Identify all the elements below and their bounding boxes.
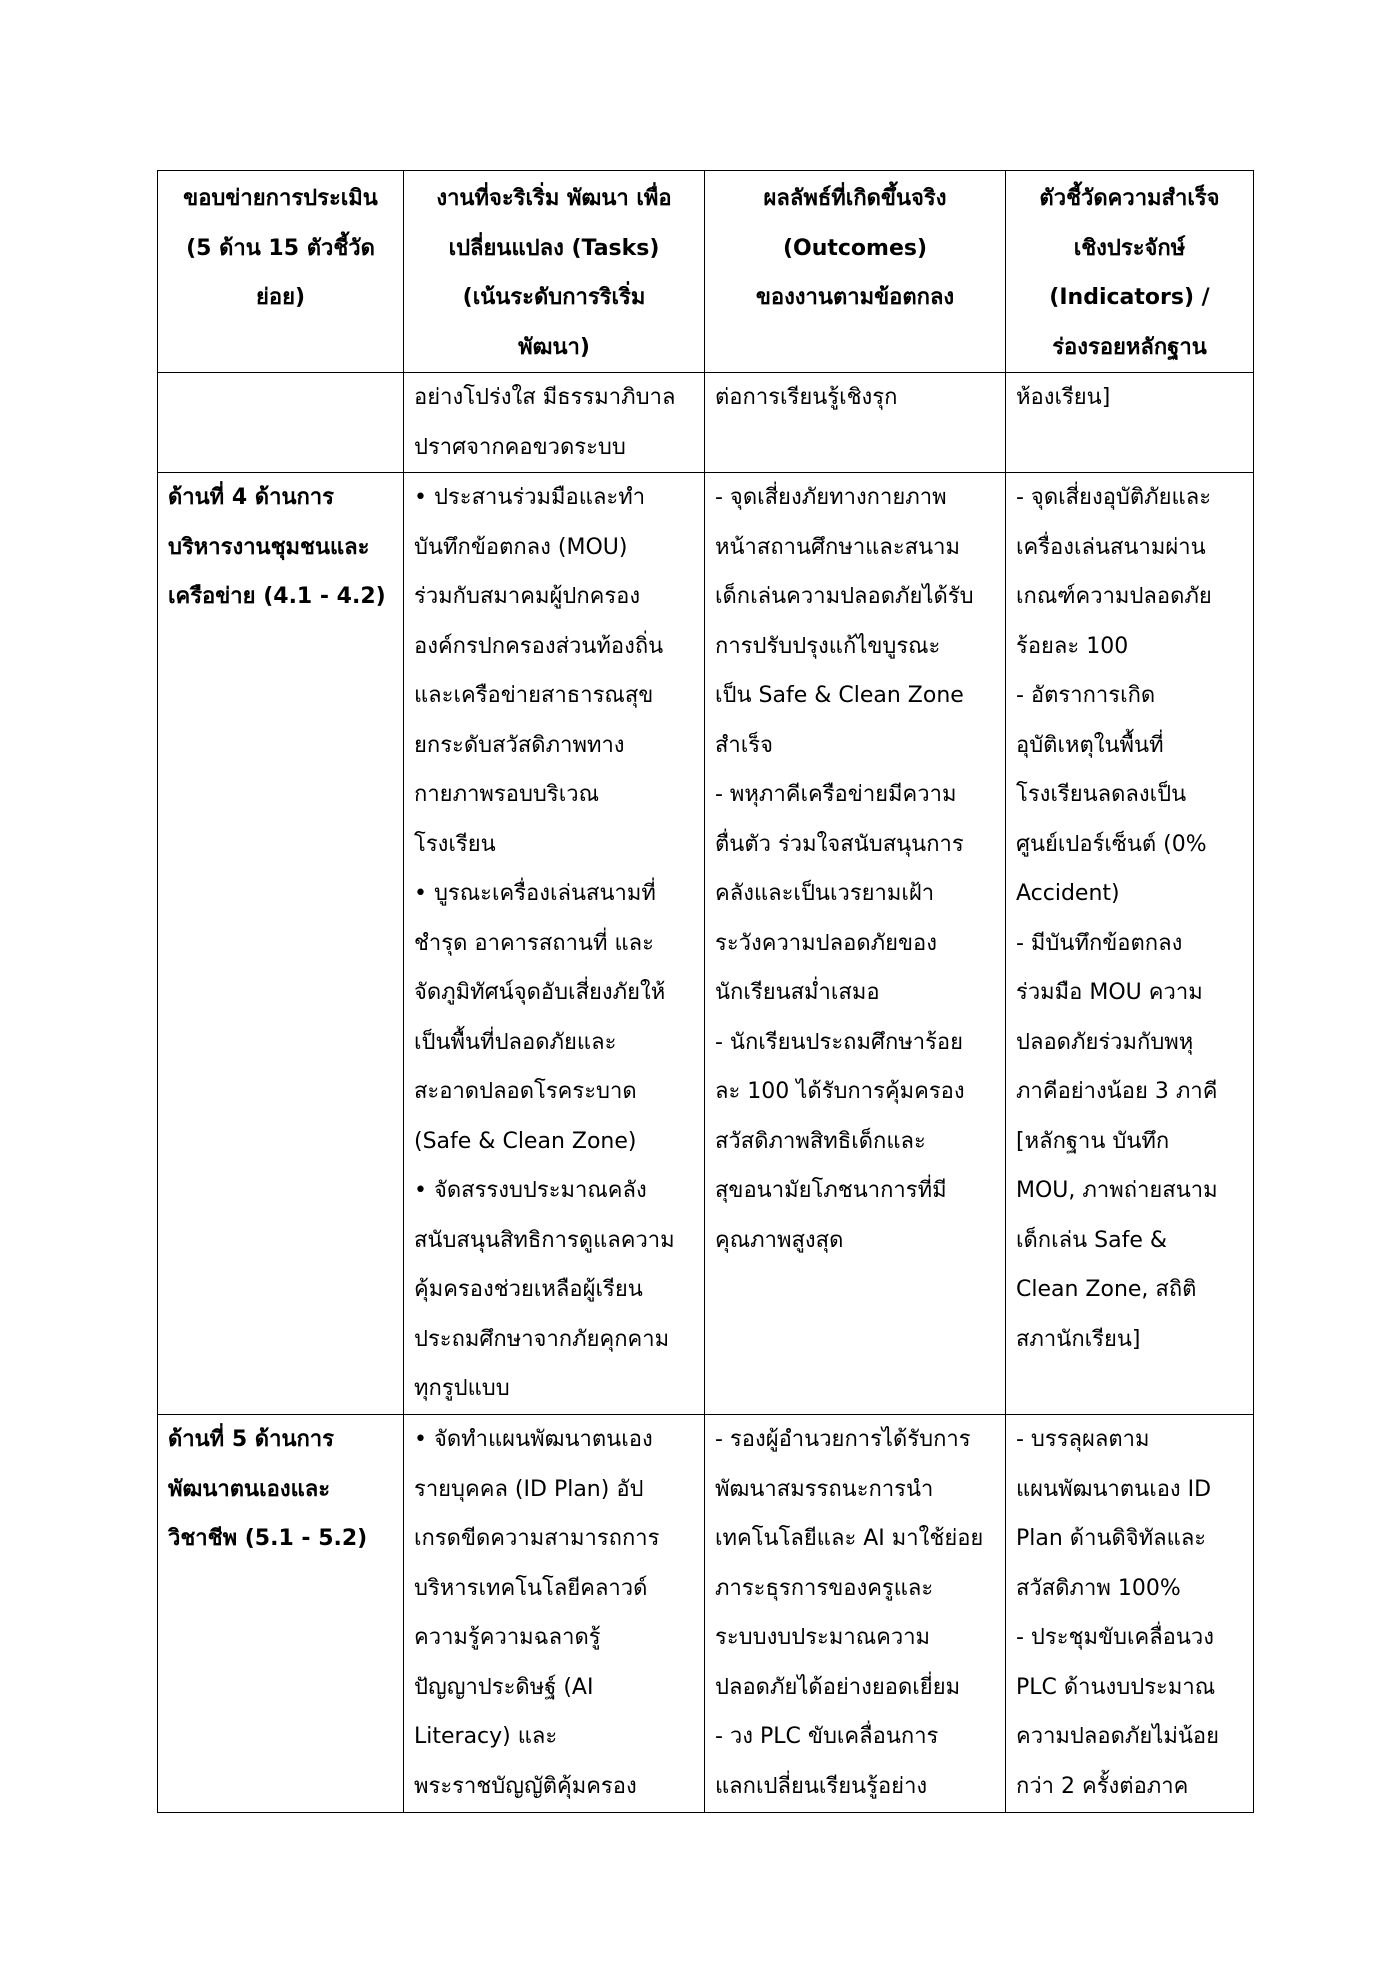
table-row [158,473,1254,1415]
indicators-cell: ห้องเรียน] [1006,373,1254,473]
header-tasks: งานที่จะริเริ่ม พัฒนา เพื่อ เปลี่ยนแปลง (Tasks) (เน้นระดับการริเริ่ม พัฒนา) [404,171,705,373]
evaluation-table [157,170,1254,1813]
area-cell: ด้านที่ 4 ด้านการ บริหารงานชุมชนและ เครือข่าย (4.1 - 4.2) [158,473,404,1415]
tasks-cell: • จัดทำแผนพัฒนาตนเอง รายบุคคล (ID Plan) อัป เกรดขีดความสามารถการ บริหารเทคโนโลยีคลาวด์ ความรู้ความฉลาดรู้ ปัญญาประดิษฐ์ (AI Literacy) และ พระราชบัญญัติคุ้มครอง [404,1415,705,1813]
tasks-cell: อย่างโปร่งใส มีธรรมาภิบาล ปราศจากคอขวดระบบ [404,373,705,473]
outcomes-cell: ต่อการเรียนรู้เชิงรุก [705,373,1006,473]
table-row [158,1415,1254,1813]
header-outcomes: ผลลัพธ์ที่เกิดขึ้นจริง (Outcomes) ของงานตามข้อตกลง [705,171,1006,373]
indicators-cell: - จุดเสี่ยงอุบัติภัยและ เครื่องเล่นสนามผ่าน เกณฑ์ความปลอดภัย ร้อยละ 100 - อัตราการเกิด อุบัติเหตุในพื้นที่ โรงเรียนลดลงเป็น ศูนย์เปอร์เซ็นต์ (0% Accident) - มีบันทึกข้อตกลง ร่วมมือ MOU ความ ปลอดภัยร่วมกับพหุ ภาคีอย่างน้อย 3 ภาคี [หลักฐาน บันทึก MOU, ภาพถ่ายสนาม เด็กเล่น Safe & Clean Zone, สถิติ สภานักเรียน] [1006,473,1254,1415]
tasks-cell: • ประสานร่วมมือและทำ บันทึกข้อตกลง (MOU) ร่วมกับสมาคมผู้ปกครอง องค์กรปกครองส่วนท้องถิ่น และเครือข่ายสาธารณสุข ยกระดับสวัสดิภาพทาง กายภาพรอบบริเวณ โรงเรียน • บูรณะเครื่องเล่นสนามที่ ชำรุด อาคารสถานที่ และ จัดภูมิทัศน์จุดอับเสี่ยงภัยให้ เป็นพื้นที่ปลอดภัยและ สะอาดปลอดโรคระบาด (Safe & Clean Zone) • จัดสรรงบประมาณคลัง สนับสนุนสิทธิการดูแลความ คุ้มครองช่วยเหลือผู้เรียน ประถมศึกษาจากภัยคุกคาม ทุกรูปแบบ [404,473,705,1415]
outcomes-cell: - จุดเสี่ยงภัยทางกายภาพ หน้าสถานศึกษาและสนาม เด็กเล่นความปลอดภัยได้รับ การปรับปรุงแก้ไขบูรณะ เป็น Safe & Clean Zone สำเร็จ - พหุภาคีเครือข่ายมีความ ตื่นตัว ร่วมใจสนับสนุนการ คลังและเป็นเวรยามเฝ้า ระวังความปลอดภัยของ นักเรียนสม่ำเสมอ - นักเรียนประถมศึกษาร้อย ละ 100 ได้รับการคุ้มครอง สวัสดิภาพสิทธิเด็กและ สุขอนามัยโภชนาการที่มี คุณภาพสูงสุด [705,473,1006,1415]
outcomes-cell: - รองผู้อำนวยการได้รับการ พัฒนาสมรรถนะการนำ เทคโนโลยีและ AI มาใช้ย่อย ภาระธุรการของครูและ ระบบงบประมาณความ ปลอดภัยได้อย่างยอดเยี่ยม - วง PLC ขับเคลื่อนการ แลกเปลี่ยนเรียนรู้อย่าง [705,1415,1006,1813]
header-indicators: ตัวชี้วัดความสำเร็จ เชิงประจักษ์ (Indicators) / ร่องรอยหลักฐาน [1006,171,1254,373]
area-cell: ด้านที่ 5 ด้านการ พัฒนาตนเองและ วิชาชีพ (5.1 - 5.2) [158,1415,404,1813]
table-row [158,373,1254,473]
area-cell [158,373,404,473]
header-scope: ขอบข่ายการประเมิน (5 ด้าน 15 ตัวชี้วัด ย่อย) [158,171,404,373]
table-header-row [158,171,1254,373]
indicators-cell: - บรรลุผลตาม แผนพัฒนาตนเอง ID Plan ด้านดิจิทัลและ สวัสดิภาพ 100% - ประชุมขับเคลื่อนวง PLC ด้านงบประมาณ ความปลอดภัยไม่น้อย กว่า 2 ครั้งต่อภาค [1006,1415,1254,1813]
